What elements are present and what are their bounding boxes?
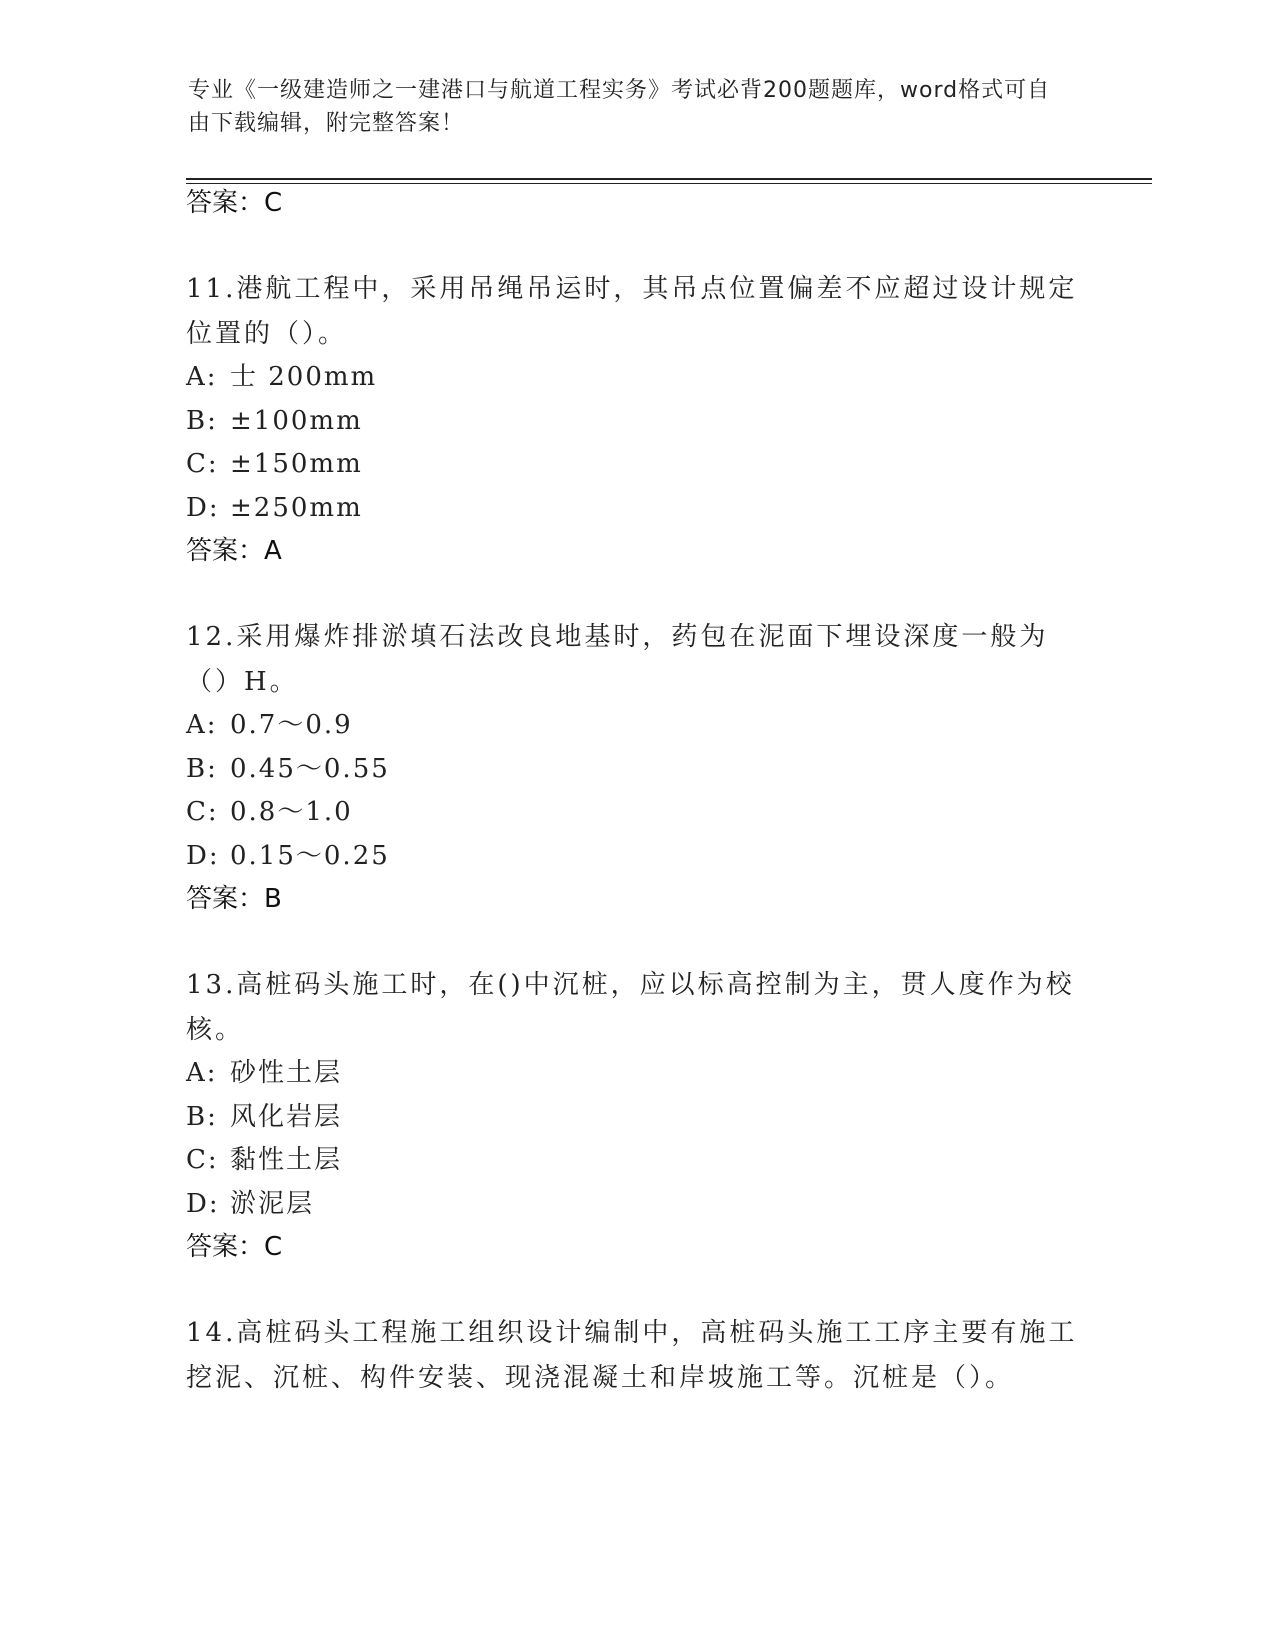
answer-line: 答案：C [186,188,283,218]
question-11-option-c [186,447,363,481]
question-12-option-a [186,708,353,742]
question-11-option-d [186,491,363,525]
option-text: 砂性土层 [230,1058,343,1088]
option-letter: C: [186,449,219,479]
option-text: 0.8～1.0 [230,797,353,827]
option-text: ±250mm [230,493,363,523]
answer-line: 答案：B [186,884,282,914]
question-14-text: 14.高桩码头工程施工组织设计编制中，高桩码头施工工序主要有施工挖泥、沉桩、构件安装、现浇混凝土和岸坡施工等。沉桩是（）。 [186,1318,1078,1393]
question-13-text: 13.高桩码头施工时，在()中沉桩，应以标高控制为主，贯人度作为校核。 [186,970,1075,1045]
option-text: 士 200mm [230,362,378,392]
question-12-option-c [186,795,353,829]
question-13-option-b [186,1100,342,1134]
option-text: 0.7～0.9 [230,710,353,740]
option-letter: A: [186,362,218,392]
question-11-text: 11.港航工程中，采用吊绳吊运时，其吊点位置偏差不应超过设计规定位置的（）。 [186,274,1078,349]
option-letter: B: [186,1102,218,1132]
option-text: 淤泥层 [230,1189,315,1219]
question-11-option-b [186,404,363,438]
answer-line: 答案：A [186,536,282,566]
option-letter: B: [186,754,218,784]
option-letter: D: [186,841,220,871]
option-text: 风化岩层 [230,1102,343,1132]
option-letter: C: [186,797,219,827]
question-13-option-c [186,1143,342,1177]
question-13-option-a [186,1056,342,1090]
question-12-option-d [186,839,390,873]
option-text: ±150mm [230,449,363,479]
option-letter: C: [186,1145,219,1175]
question-11-option-a [186,360,377,394]
question-13-option-d [186,1187,314,1221]
option-text: 0.45～0.55 [230,754,390,784]
question-12-option-b [186,752,390,786]
question-12-text: 12.采用爆炸排淤填石法改良地基时，药包在泥面下埋设深度一般为（）H。 [186,622,1049,697]
option-letter: A: [186,1058,218,1088]
header-divider-thick [186,178,1152,180]
answer-line: 答案：C [186,1232,283,1262]
option-text: 0.15～0.25 [230,841,390,871]
option-letter: D: [186,1189,220,1219]
option-letter: B: [186,406,218,436]
option-letter: A: [186,710,218,740]
page-header: 专业《一级建造师之一建港口与航道工程实务》考试必背200题题库，word格式可自由下载编辑，附完整答案！ [188,78,1051,136]
option-text: 黏性土层 [230,1145,343,1175]
option-text: ±100mm [230,406,363,436]
header-divider-thin [186,183,1152,184]
option-letter: D: [186,493,220,523]
